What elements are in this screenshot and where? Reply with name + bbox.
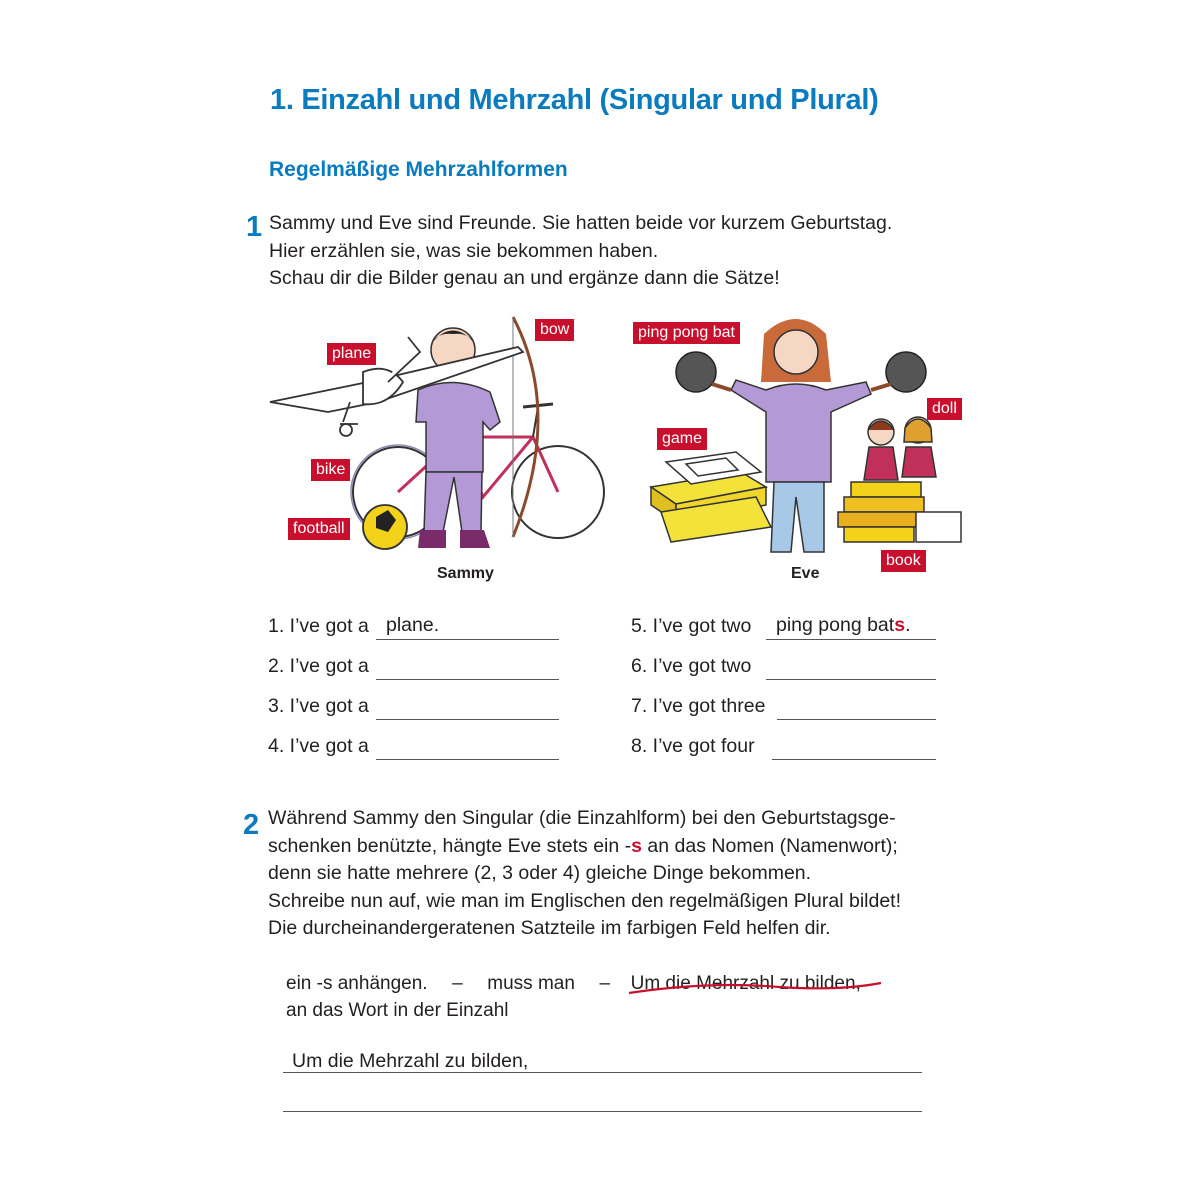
separator-dash: –	[452, 973, 463, 994]
separator-dash: –	[599, 973, 611, 994]
sentence-prefix: 3. I’ve got a	[268, 695, 369, 717]
plural-s-marker: s	[631, 834, 643, 857]
doll-drawing	[864, 417, 936, 480]
instruction-line: denn sie hatte mehrere (2, 3 oder 4) gleiche Dinge bekommen.	[268, 862, 812, 884]
part-struck-through: Um die Mehrzahl zu bilden	[631, 973, 856, 994]
instruction-line: Sammy und Eve sind Freunde. Sie hatten beide vor kurzem Geburtstag.	[269, 212, 893, 234]
sentence-3	[268, 693, 560, 719]
label-plane: plane	[327, 343, 376, 365]
caption-sammy: Sammy	[437, 565, 494, 582]
answer-blank-1[interactable]	[376, 613, 559, 640]
sentence-prefix: 7. I’ve got three	[631, 695, 766, 717]
label-doll: doll	[927, 398, 962, 420]
exercise-2-instructions	[268, 805, 901, 943]
sentence-5	[631, 613, 937, 639]
sentence-prefix: 4. I’ve got a	[268, 735, 369, 757]
label-bow: bow	[535, 319, 574, 341]
book-drawing	[838, 482, 961, 542]
sentence-prefix: 5. I’ve got two	[631, 615, 752, 637]
sentence-parts-line-2: an das Wort in der Einzahl	[286, 1000, 509, 1021]
sentence-7	[631, 693, 937, 719]
writing-line-1[interactable]	[283, 1072, 922, 1073]
instruction-line: Die durcheinandergeratenen Satzteile im farbigen Feld helfen dir.	[268, 917, 831, 939]
label-book: book	[881, 550, 926, 572]
sentence-parts-line-1: ein -s anhängen. – muss man – Um die Mehrzahl zu bilden ,	[286, 970, 861, 997]
answer-blank-3[interactable]	[376, 693, 559, 720]
sentence-2	[268, 653, 560, 679]
sentence-6	[631, 653, 937, 679]
game-drawing	[651, 452, 771, 542]
label-bike: bike	[311, 459, 350, 481]
sentence-1	[268, 613, 560, 639]
label-game: game	[657, 428, 707, 450]
instruction-line: Hier erzählen sie, was sie bekommen haben.	[269, 239, 659, 262]
answer-line-1-text: Um die Mehrzahl zu bilden,	[292, 1050, 529, 1072]
sentence-8	[631, 733, 937, 759]
answer-text: plane.	[386, 614, 440, 636]
instruction-line: Schau dir die Bilder genau an und ergänze dann die Sätze!	[269, 267, 780, 289]
label-ping-pong-bat: ping pong bat	[633, 322, 740, 344]
caption-eve: Eve	[791, 565, 820, 582]
exercise-number-2: 2	[243, 809, 260, 841]
sentence-prefix: 8. I’ve got four	[631, 735, 755, 757]
strikethrough-mark	[629, 979, 883, 999]
answer-blank-5[interactable]	[766, 613, 936, 640]
answer-blank-2[interactable]	[376, 653, 559, 680]
sentence-parts-box	[286, 970, 861, 1024]
answer-word: ping pong bat	[776, 614, 895, 636]
answer-blank-8[interactable]	[772, 733, 936, 760]
page-title: 1. Einzahl und Mehrzahl (Singular und Plural)	[270, 84, 879, 116]
answer-blank-7[interactable]	[777, 693, 936, 720]
football-drawing	[363, 505, 407, 549]
part-anhaengen: ein -s anhängen.	[286, 973, 428, 994]
instruction-line: Schreibe nun auf, wie man im Englischen den regelmäßigen Plural bildet!	[268, 889, 902, 912]
part-muss-man: muss man	[487, 973, 575, 994]
writing-line-2[interactable]	[283, 1111, 922, 1112]
sentence-prefix: 2. I’ve got a	[268, 655, 369, 677]
instruction-line: schenken benützte, hängte Eve stets ein -s an das Nomen (Namenwort);	[268, 834, 898, 857]
answer-period: .	[905, 614, 911, 636]
sentence-prefix: 1. I’ve got a	[268, 615, 369, 637]
exercise-1-instructions	[269, 210, 892, 293]
answer-text	[776, 612, 910, 638]
answer-blank-4[interactable]	[376, 733, 559, 760]
sentence-4	[268, 733, 560, 759]
instruction-line: Während Sammy den Singular (die Einzahlform) bei den Geburtstagsge-	[268, 807, 896, 829]
exercise-number-1: 1	[246, 211, 263, 243]
sentence-prefix: 6. I’ve got two	[631, 655, 752, 677]
label-football: football	[288, 518, 350, 540]
answer-blank-6[interactable]	[766, 653, 936, 680]
plural-s-marker: s	[894, 614, 906, 636]
section-subtitle: Regelmäßige Mehrzahlformen	[269, 158, 568, 181]
